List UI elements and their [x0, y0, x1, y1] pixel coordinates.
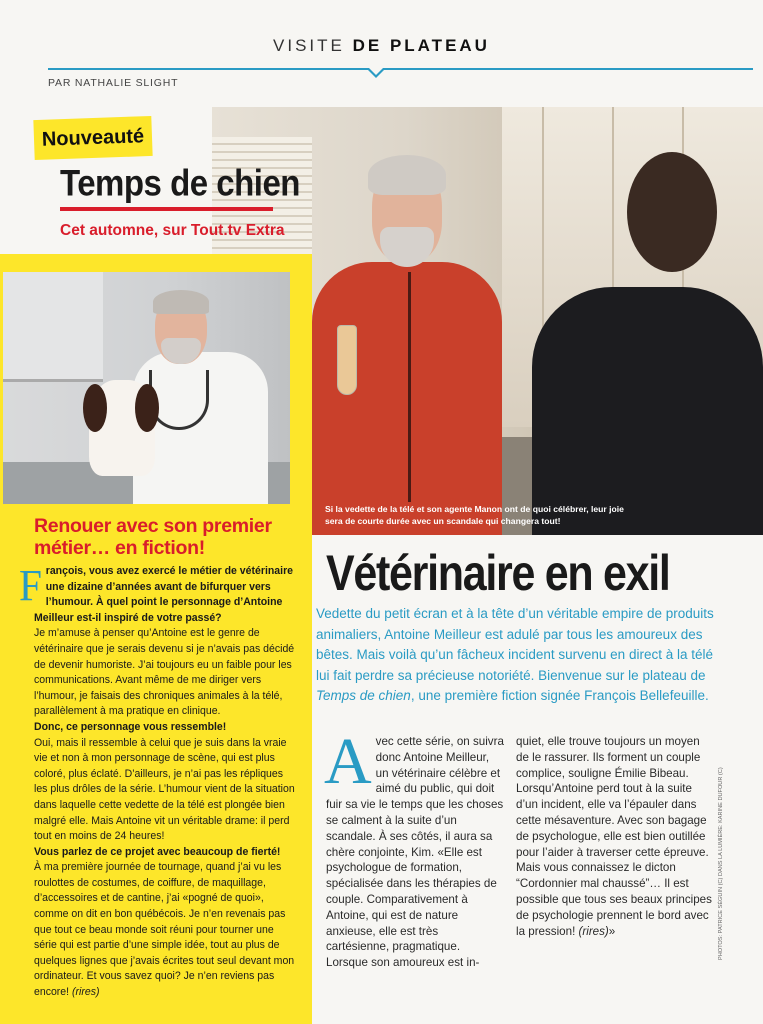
interview-answer: À ma première journée de tournage, quand j’ai vu les roulottes de costumes, de coiffure, de maquillage, d’accessoires et de cantine, j’ai «pogné de quoi», comme on dit en bon québécois. Je n’en revenais pas que tout ce beau monde soit réuni pour tourner une série qui est partie d’une simple idée, tout au plus de quelques lignes que j’avais écrites tout seul devant mon ordinateur. Et vous savez quoi? Je n’en reviens pas encore! (rires) [34, 861, 295, 999]
page-header [0, 0, 763, 100]
section-title-bold: DE PLATEAU [352, 36, 490, 55]
interview-note: (rires) [72, 986, 100, 999]
show-name-italic: Temps de chien [316, 688, 411, 704]
section-title-light: VISITE [273, 36, 353, 55]
interview-answer: Oui, mais il ressemble à celui que je suis dans la vraie vie et non à mon personnage de scène, qui est plus coloré, plus éclaté. D’ailleurs, je n’ai pas les répliques les plus drôles de la série. L’humour vient de la situation dans laquelle cette vedette de la télé est plongée bien malgré elle. Mais Antoine vit un véritable drame: il perd tout en moins de 24 heures! [34, 736, 295, 843]
show-title: Temps de chien [60, 162, 300, 204]
interview-answer: Je m’amuse à penser qu’Antoine est le genre de vétérinaire que je serais devenu si je n’avais pas décidé de devenir humoriste. J’ai toujours eu un faible pour les communications. Avant même de me diriger vers l’humour, je faisais des chroniques animales à la télé, parallèlement à ma pratique en clinique. [34, 627, 295, 718]
article-title: Vétérinaire en exil [326, 545, 670, 601]
show-subtitle: Cet automne, sur Tout.tv Extra [60, 222, 285, 239]
photo-credit: PHOTOS: PATRICE SÉGUIN (C) DANS LA LUMIÈRE: KARINE DUFOUR (C) [718, 767, 724, 960]
article-lead: Vedette du petit écran et à la tête d’un véritable empire de produits animaliers, Antoine Meilleur est adulé par tous les amoureux des bêtes. Mais voilà qu’un fâcheux incident survenu en direct à la télé lui fait perdre sa précieuse notoriété. Bienvenue sur le plateau de Temps de chien, une première fiction signée François Bellefeuille. [316, 606, 714, 704]
interview-question: Vous parlez de ce projet avec beaucoup de fierté! [34, 845, 281, 858]
header-rule [48, 68, 753, 70]
article-dropcap: A [324, 725, 372, 798]
article-column-2: quiet, elle trouve toujours un moyen de le rassurer. Ils forment un couple complice, souligne Émilie Bibeau. Lorsqu’Antoine perd tout à la suite d’un incident, elle va l’épauler dans cette mésaventure. Avec son bagage de psychologue, elle est bien outillée pour l’aider à traverser cette épreuve. Mais vous connaissez le dicton “Cordonnier mal chaussé”… Il est possible que tous ses beaux principes de psychologie prennent le bord avec la pression! (rires)» [516, 735, 712, 938]
show-title-rule [60, 207, 273, 211]
vet-photo [3, 272, 290, 504]
section-title [0, 36, 763, 56]
interview-dropcap: F [18, 561, 42, 610]
sidebar-heading: Renouer avec son premier métier… en fiction! [34, 515, 272, 559]
interview-body [18, 561, 295, 1001]
interview-question: rançois, vous avez exercé le métier de vétérinaire une dizaine d’années avant de bifurquer vers l’humour. À quel point le personnage d’Antoine Meilleur est-il inspiré de votre passé? [34, 565, 294, 624]
byline: PAR NATHALIE SLIGHT [48, 77, 179, 89]
article-column-1: Avec cette série, on suivra donc Antoine Meilleur, un vétérinaire célèbre et aimé du public, qui doit fuir sa vie le temps que les choses se calment à la suite d’un scandale. À ses côtés, il aura sa chère conjointe, Kim. «Elle est psychologue de formation, spécialisée dans les thérapies de couple. Comparativement à Antoine, qui est de nature anxieuse, elle est très cartésienne, pragmatique. Lorsque son amoureux est in- [324, 725, 504, 970]
interview-question: Donc, ce personnage vous ressemble! [34, 720, 227, 733]
hero-caption: Si la vedette de la télé et son agente Manon ont de quoi célébrer, leur joie sera de courte durée avec un scandale qui changera tout! [325, 504, 624, 526]
new-badge: Nouveauté [33, 116, 152, 160]
